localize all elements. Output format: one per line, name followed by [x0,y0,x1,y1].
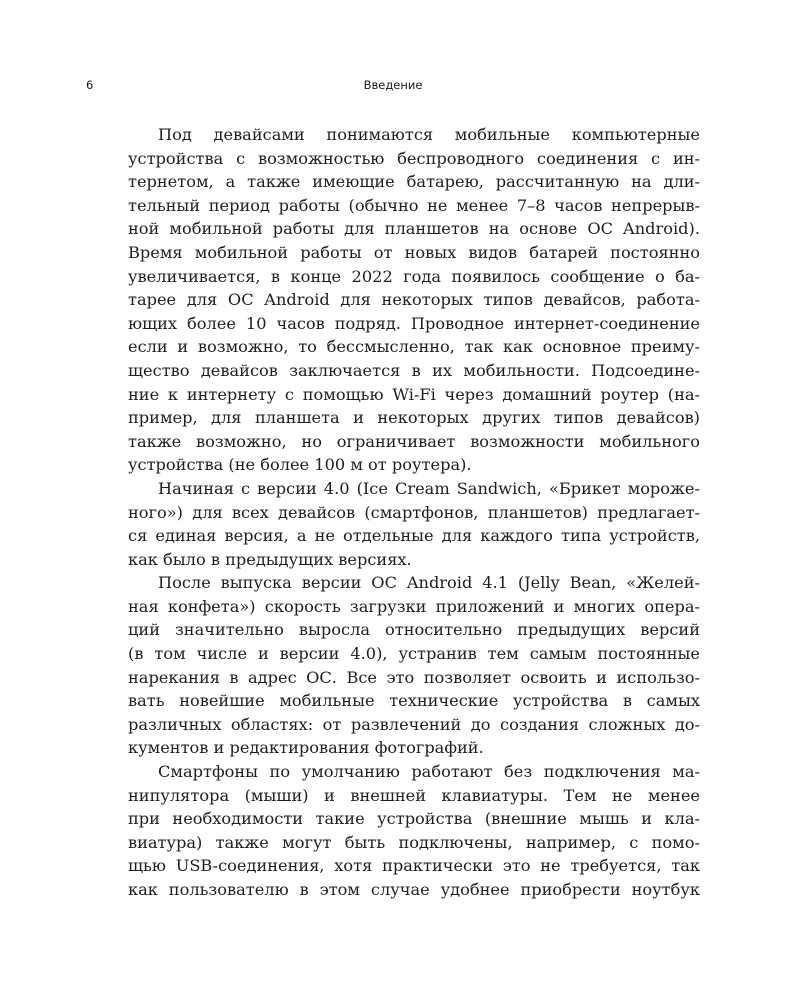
text-line: тернетом, а также имеющие батарею, рассчитанную на дли- [128,172,700,192]
text-line: ной мобильной работы для планшетов на основе ОС Android). [128,219,700,239]
text-line: тарее для ОС Android для некоторых типов девайсов, работа- [128,290,700,310]
body-text [128,123,700,902]
text-line: как пользователю в этом случае удобнее приобрести ноутбук [128,880,700,899]
text-line: также возможно, но ограничивает возможности мобильного [128,431,700,451]
text-line: После выпуска версии ОС Android 4.1 (Jelly Bean, «Желей- [158,573,700,593]
text-line: щество девайсов заключается в их мобильности. Подсоедине- [128,360,700,380]
text-line: вать новейшие мобильные технические устройства в самых [128,691,700,711]
text-line: нипулятора (мыши) и внешней клавиатуры. Тем не менее [128,785,700,805]
text-line: Смартфоны по умолчанию работают без подключения ма- [158,762,700,782]
text-line: ций значительно выросла относительно предыдущих версий [128,620,700,640]
text-line: Начиная с версии 4.0 (Ice Cream Sandwich, «Брикет мороже- [158,478,700,498]
text-line: кументов и редактирования фотографий. [128,738,484,758]
text-line: различных областях: от развлечений до создания сложных до- [128,714,700,734]
text-line: нарекания в адрес ОС. Все это позволяет освоить и использо- [128,667,700,687]
text-line: увеличивается, в конце 2022 года появилось сообщение о ба- [128,266,700,286]
text-line: виатура) также могут быть подключены, например, с помо- [128,832,700,852]
text-line: если и возможно, то бессмысленно, так как основное преиму- [128,337,700,357]
running-head [86,78,700,96]
text-line: при необходимости такие устройства (внешние мышь и кла- [128,809,700,829]
text-line: ние к интернету с помощью Wi-Fi через домашний роутер (на- [128,384,700,404]
text-line: щью USB-соединения, хотя практически это не требуется, так [128,856,700,876]
text-line: Время мобильной работы от новых видов батарей постоянно [128,242,700,262]
text-line: тельный период работы (обычно не менее 7–8 часов непрерыв- [128,195,700,215]
text-line: устройства с возможностью беспроводного соединения с ин- [128,148,700,168]
text-line: ная конфета») скорость загрузки приложений и многих опера- [128,596,700,616]
chapter-title: Введение [363,78,423,92]
text-line: Под девайсами понимаются мобильные компьютерные [158,125,700,144]
text-line: устройства (не более 100 м от роутера). [128,455,472,475]
text-line: (в том числе и версии 4.0), устранив тем самым постоянные [128,644,700,664]
text-line: ющих более 10 часов подряд. Проводное интернет-соединение [128,313,700,333]
page-number: 6 [86,78,94,92]
text-line: ного») для всех девайсов (смартфонов, планшетов) предлагает- [128,502,700,522]
text-line: как было в предыдущих версиях. [128,549,412,569]
text-line: пример, для планшета и некоторых других типов девайсов) [128,408,700,428]
text-line: ся единая версия, а не отдельные для каждого типа устройств, [128,526,700,546]
